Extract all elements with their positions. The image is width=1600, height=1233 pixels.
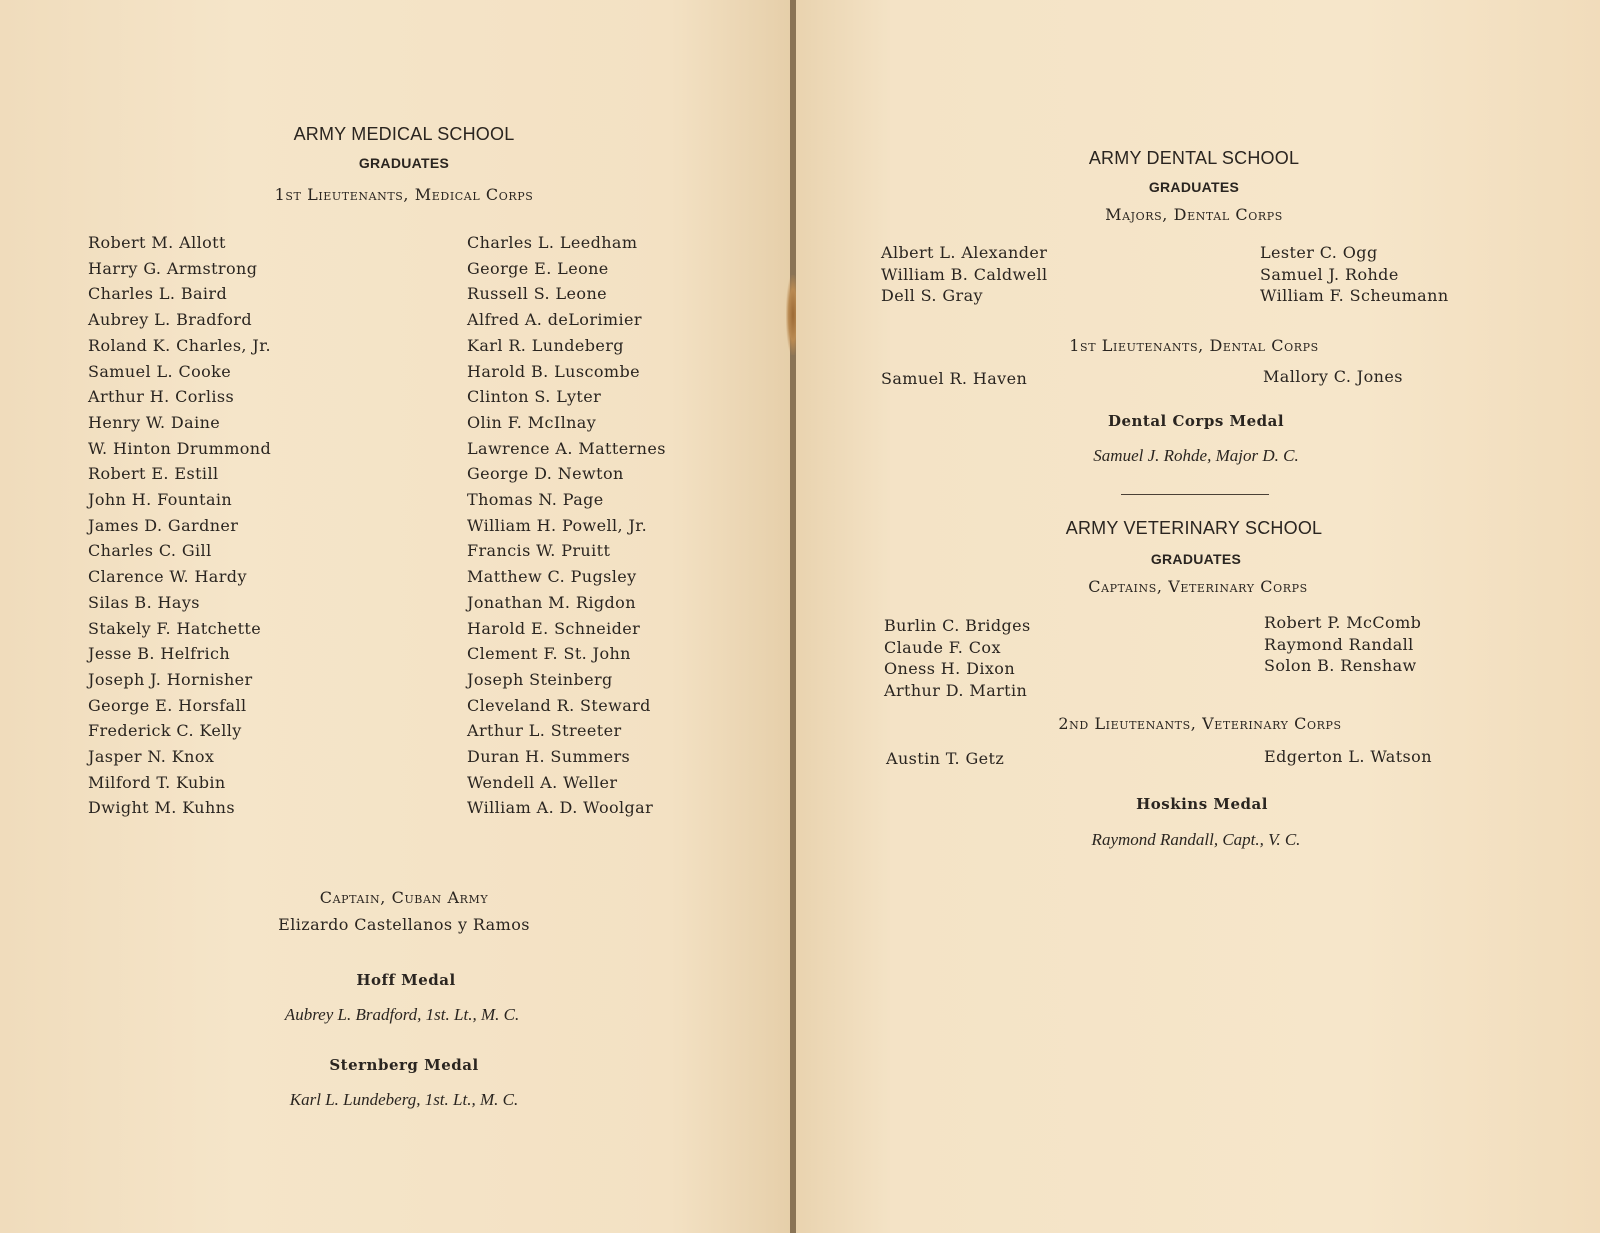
graduate-name: Russell S. Leone (467, 284, 608, 304)
veterinary-lt-column-1 (886, 748, 1004, 769)
graduate-name: Roland K. Charles, Jr. (88, 335, 271, 355)
veterinary-graduates-heading: GRADUATES (1150, 551, 1242, 567)
graduate-name: Harold B. Luscombe (467, 361, 640, 381)
graduate-name: Matthew C. Pugsley (467, 567, 637, 587)
veterinary-captains-column-1 (884, 615, 1031, 701)
graduate-name: William B. Caldwell (881, 264, 1048, 284)
dental-lt-rank: 1st Lieutenants, Dental Corps (1069, 336, 1319, 355)
graduate-name: Samuel R. Haven (881, 369, 1028, 388)
veterinary-school-title: ARMY VETERINARY SCHOOL (1065, 518, 1323, 538)
graduate-name: Clement F. St. John (467, 644, 631, 664)
dental-majors-column-1 (881, 242, 1048, 307)
graduate-name: Aubrey L. Bradford (88, 310, 252, 330)
graduate-name: Alfred A. deLorimier (467, 310, 642, 330)
graduate-name: Burlin C. Bridges (884, 616, 1031, 635)
dental-school-title: ARMY DENTAL SCHOOL (1088, 148, 1300, 168)
section-divider (1121, 494, 1269, 495)
medical-rank-heading: 1st Lieutenants, Medical Corps (274, 185, 534, 204)
veterinary-captains-column-2 (1264, 612, 1421, 677)
graduate-name: Dwight M. Kuhns (88, 798, 235, 818)
hoskins-medal-recipient: Raymond Randall, Capt., V. C. (1091, 830, 1301, 849)
graduate-name: Joseph J. Hornisher (88, 669, 253, 689)
graduate-name: George E. Horsfall (88, 695, 247, 715)
graduate-name: Austin T. Getz (886, 749, 1005, 768)
graduate-name: Charles C. Gill (88, 541, 212, 561)
dental-lt-column-1 (881, 368, 1027, 389)
right-page (796, 0, 1600, 1233)
graduate-name: Robert P. McComb (1264, 613, 1422, 632)
graduate-name: Raymond Randall (1264, 634, 1414, 654)
veterinary-captains-rank: Captains, Veterinary Corps (1088, 577, 1308, 596)
graduate-name: Dell S. Gray (881, 286, 983, 305)
graduate-name: Charles L. Leedham (467, 233, 638, 252)
left-page (0, 0, 790, 1233)
graduate-name: Arthur D. Martin (884, 680, 1028, 700)
graduate-name: Thomas N. Page (467, 490, 604, 510)
graduate-name: Cleveland R. Steward (467, 695, 651, 715)
hoff-medal-heading: Hoff Medal (356, 971, 456, 989)
graduate-name: Solon B. Renshaw (1264, 656, 1417, 675)
graduate-name: Francis W. Pruitt (467, 541, 611, 561)
graduate-name: George E. Leone (467, 258, 609, 278)
graduate-name: Clarence W. Hardy (88, 567, 247, 587)
graduate-name: Lester C. Ogg (1260, 243, 1378, 262)
graduate-name: William F. Scheumann (1260, 286, 1449, 305)
graduate-name: Duran H. Summers (467, 747, 631, 767)
sternberg-medal-heading: Sternberg Medal (329, 1056, 479, 1074)
graduate-name: Mallory C. Jones (1263, 367, 1403, 386)
graduate-name: Harry G. Armstrong (88, 258, 258, 278)
dental-corps-medal-recipient: Samuel J. Rohde, Major D. C. (1093, 446, 1299, 465)
graduate-name: Arthur L. Streeter (467, 721, 622, 741)
graduate-name: Henry W. Daine (88, 412, 221, 432)
medical-graduates-heading: GRADUATES (358, 155, 450, 171)
medical-school-title: ARMY MEDICAL SCHOOL (293, 124, 515, 144)
graduate-name: John H. Fountain (88, 490, 233, 510)
medical-names-column-2 (467, 230, 666, 821)
graduate-name: Samuel J. Rohde (1260, 264, 1399, 284)
cuban-army-name: Elizardo Castellanos y Ramos (278, 915, 530, 934)
graduate-name: Robert E. Estill (88, 464, 219, 484)
graduate-name: Wendell A. Weller (467, 772, 618, 792)
graduate-name: Samuel L. Cooke (88, 361, 232, 381)
veterinary-lt-column-2 (1264, 746, 1432, 767)
graduate-name: Karl R. Lundeberg (467, 335, 624, 355)
sternberg-medal-recipient: Karl L. Lundeberg, 1st. Lt., M. C. (289, 1090, 519, 1109)
graduate-name: Jesse B. Helfrich (88, 644, 231, 664)
graduate-name: Milford T. Kubin (88, 772, 226, 792)
veterinary-lt-rank: 2nd Lieutenants, Veterinary Corps (1058, 714, 1342, 733)
dental-graduates-heading: GRADUATES (1148, 179, 1240, 195)
graduate-name: Frederick C. Kelly (88, 721, 242, 741)
dental-majors-column-2 (1260, 242, 1449, 307)
graduate-name: Jonathan M. Rigdon (467, 592, 636, 612)
cuban-army-rank: Captain, Cuban Army (319, 888, 489, 907)
graduate-name: Edgerton L. Watson (1264, 747, 1432, 766)
graduate-name: Claude F. Cox (884, 637, 1001, 657)
graduate-name: Harold E. Schneider (467, 618, 641, 638)
dental-corps-medal-heading: Dental Corps Medal (1107, 412, 1285, 430)
graduate-name: Jasper N. Knox (88, 747, 215, 767)
dental-lt-column-2 (1263, 366, 1403, 387)
graduate-name: Clinton S. Lyter (467, 387, 602, 407)
graduate-name: Joseph Steinberg (467, 669, 613, 689)
hoff-medal-recipient: Aubrey L. Bradford, 1st. Lt., M. C. (284, 1005, 520, 1024)
graduate-name: Stakely F. Hatchette (88, 618, 262, 638)
graduate-name: W. Hinton Drummond (88, 438, 272, 458)
graduate-name: William A. D. Woolgar (467, 798, 654, 818)
graduate-name: Charles L. Baird (88, 284, 228, 304)
medical-names-column-1 (88, 230, 271, 821)
graduate-name: Olin F. McIlnay (467, 412, 597, 432)
graduate-name: James D. Gardner (88, 515, 239, 535)
graduate-name: William H. Powell, Jr. (467, 515, 648, 535)
graduate-name: Albert L. Alexander (881, 243, 1048, 262)
dental-majors-rank: Majors, Dental Corps (1105, 205, 1283, 224)
hoskins-medal-heading: Hoskins Medal (1136, 795, 1268, 813)
graduate-name: Oness H. Dixon (884, 659, 1016, 678)
graduate-name: Arthur H. Corliss (88, 387, 235, 407)
graduate-name: Silas B. Hays (88, 592, 200, 612)
graduate-name: George D. Newton (467, 464, 624, 484)
graduate-name: Lawrence A. Matternes (467, 438, 666, 458)
graduate-name: Robert M. Allott (88, 233, 226, 252)
